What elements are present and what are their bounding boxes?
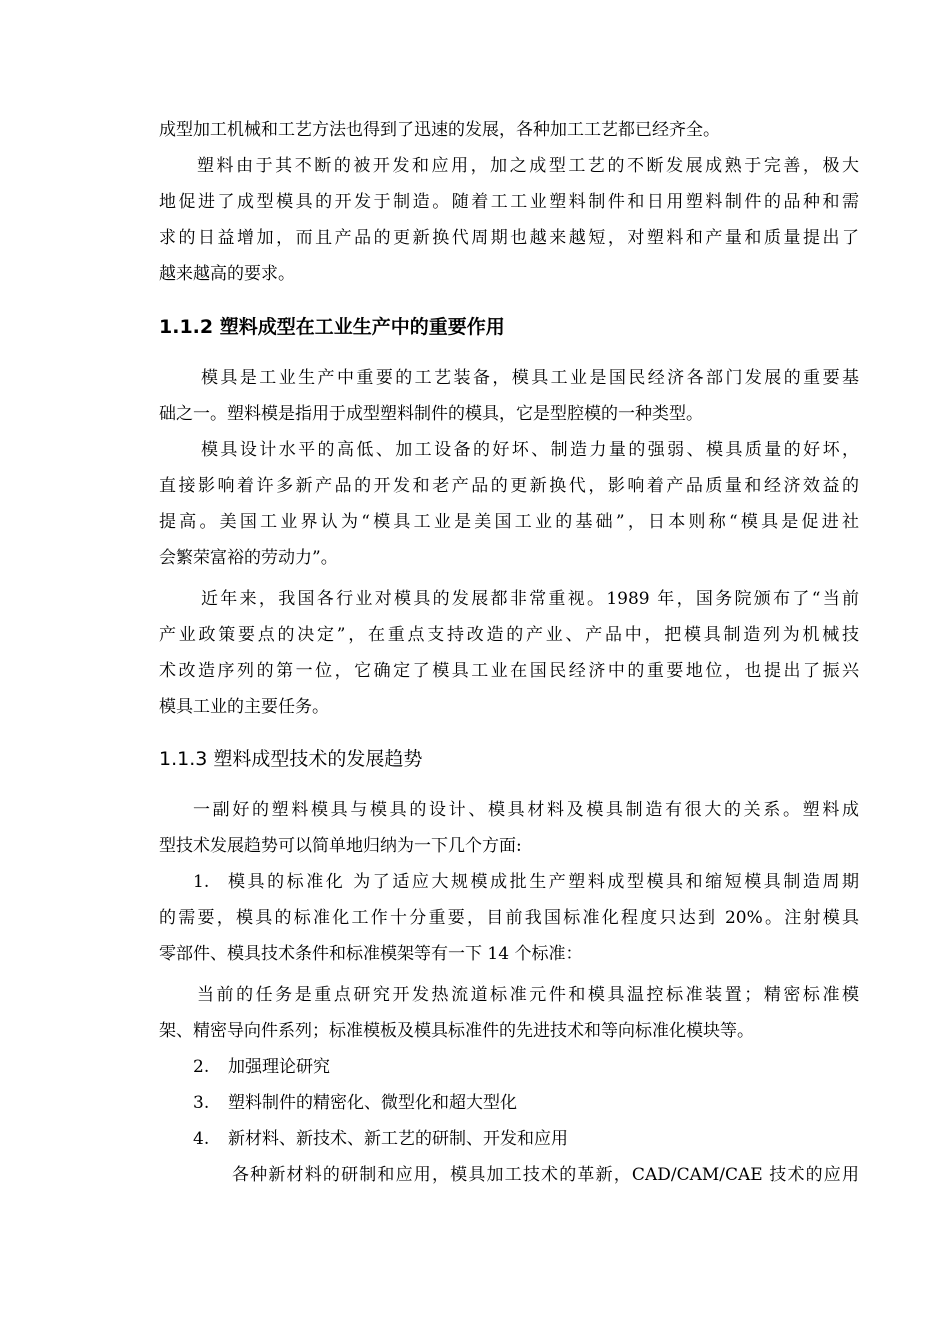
paragraph-recent-years-line: 术改造序列的第一位，它确定了模具工业在国民经济中的重要地位，也提出了振兴 [159, 661, 859, 681]
paragraph-recent-years-line: 近年来，我国各行业对模具的发展都非常重视。1989 年，国务院颁布了“当前 [201, 589, 859, 609]
list-item-number: 2. [193, 1057, 210, 1077]
section-heading-1-1-2: 1.1.2 塑料成型在工业生产中的重要作用 [159, 316, 505, 338]
paragraph-recent-years-line: 产业政策要点的决定”，在重点支持改造的产业、产品中，把模具制造列为机械技 [159, 625, 859, 645]
paragraph-current-task-line: 架、精密导向件系列；标准模板及模具标准件的先进技术和等向标准化模块等。 [159, 1021, 754, 1041]
list-item-number: 1. [193, 872, 210, 892]
paragraph-mold-equipment-line: 础之一。塑料模是指用于成型塑料制件的模具，它是型腔模的一种类型。 [159, 404, 703, 424]
paragraph-trend-intro-line: 一副好的塑料模具与模具的设计、模具材料及模具制造有很大的关系。塑料成 [193, 800, 859, 820]
list-item-4-text: 新材料、新技术、新工艺的研制、开发和应用 [228, 1129, 568, 1149]
paragraph-plastics-line: 越来越高的要求。 [159, 264, 295, 284]
paragraph-design-level-line: 会繁荣富裕的劳动力”。 [159, 548, 338, 568]
paragraph-plastics-line: 塑料由于其不断的被开发和应用，加之成型工艺的不断发展成熟于完善，极大 [197, 156, 859, 176]
paragraph-recent-years-line: 模具工业的主要任务。 [159, 697, 329, 717]
list-item-2-text: 加强理论研究 [228, 1057, 330, 1077]
list-item-1-line: 模具的标准化 为了适应大规模成批生产塑料成型模具和缩短模具制造周期 [228, 872, 859, 892]
paragraph-design-level-line: 直接影响着许多新产品的开发和老产品的更新换代，影响着产品质量和经济效益的 [159, 476, 859, 496]
paragraph-current-task-line: 当前的任务是重点研究开发热流道标准元件和模具温控标准装置；精密标准模 [197, 985, 859, 1005]
list-item-number: 3. [193, 1093, 210, 1113]
section-heading-1-1-3: 1.1.3 塑料成型技术的发展趋势 [159, 748, 423, 770]
paragraph-design-level-line: 提高。美国工业界认为“模具工业是美国工业的基础”，日本则称“模具是促进社 [159, 512, 859, 532]
list-item-3-text: 塑料制件的精密化、微型化和超大型化 [228, 1093, 517, 1113]
list-item-1-line: 的需要，模具的标准化工作十分重要，目前我国标准化程度只达到 20%。注射模具 [159, 908, 859, 928]
list-item-number: 4. [193, 1129, 210, 1149]
list-item-1-line: 零部件、模具技术条件和标准模架等有一下 14 个标准： [159, 944, 583, 964]
paragraph-design-level-line: 模具设计水平的高低、加工设备的好坏、制造力量的强弱、模具质量的好坏， [201, 440, 859, 460]
paragraph-mold-equipment-line: 模具是工业生产中重要的工艺装备，模具工业是国民经济各部门发展的重要基 [201, 368, 859, 388]
paragraph-plastics-line: 求的日益增加，而且产品的更新换代周期也越来越短，对塑料和产量和质量提出了 [159, 228, 859, 248]
paragraph-plastics-line: 地促进了成型模具的开发于制造。随着工工业塑料制件和日用塑料制件的品种和需 [159, 192, 859, 212]
paragraph-new-materials-line: 各种新材料的研制和应用，模具加工技术的革新，CAD/CAM/CAE 技术的应用 [232, 1165, 859, 1185]
paragraph-trend-intro-line: 型技术发展趋势可以简单地归纳为一下几个方面: [159, 836, 522, 856]
paragraph-intro-tail: 成型加工机械和工艺方法也得到了迅速的发展，各种加工工艺都已经齐全。 [159, 120, 720, 140]
